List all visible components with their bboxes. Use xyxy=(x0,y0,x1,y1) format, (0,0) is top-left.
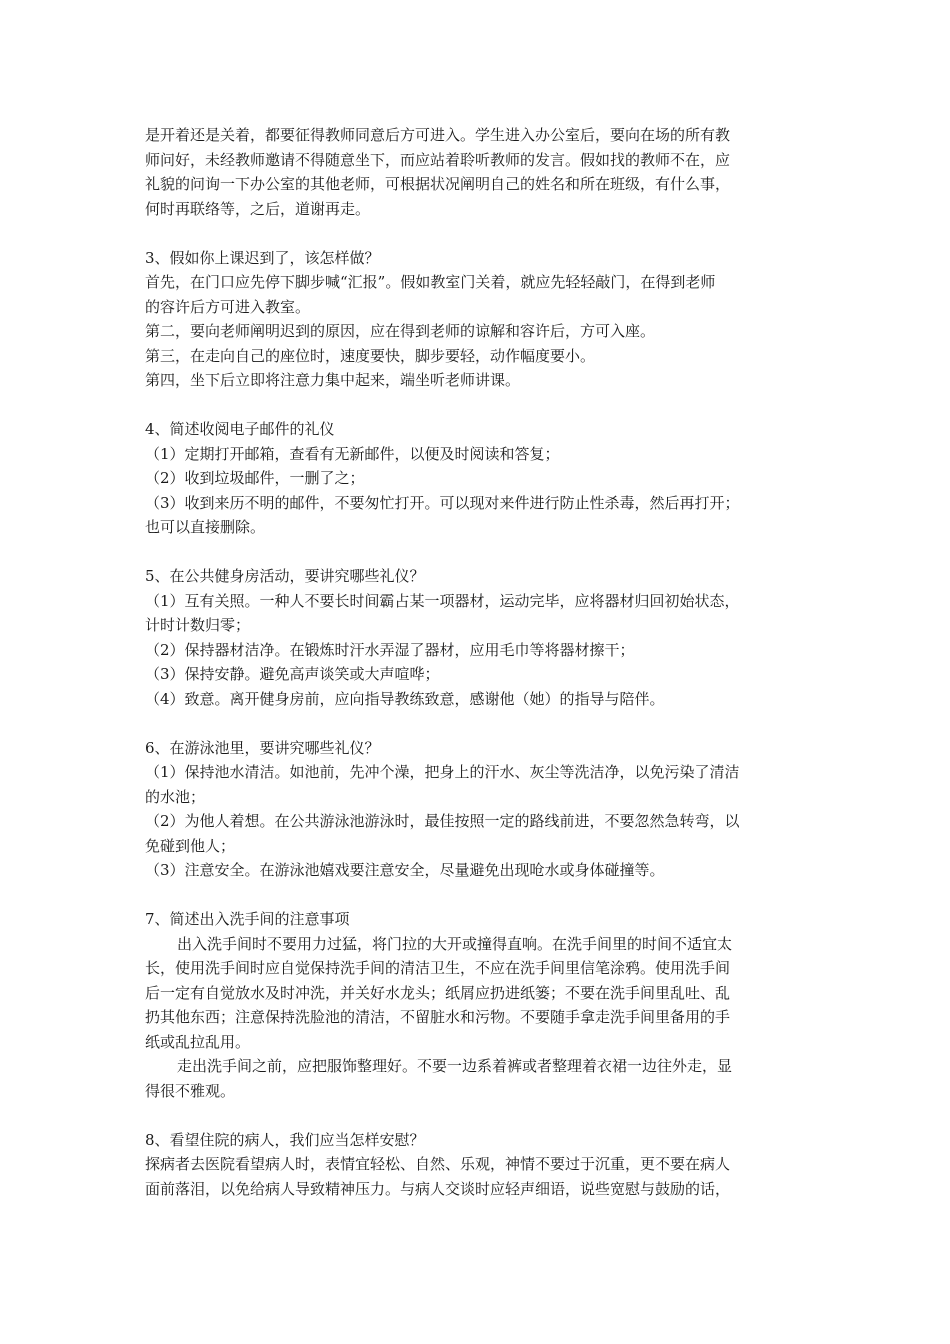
text-line: 的容许后方可进入教室。 xyxy=(145,297,311,316)
text-line: 礼貌的问询一下办公室的其他老师，可根据状况阐明自己的姓名和所在班级，有什么事， xyxy=(145,175,731,193)
section-3 xyxy=(145,246,810,393)
text-line: （1）保持池水清洁。如池前，先冲个澡，把身上的汗水、灰尘等洗洁净，以免污染了清洁 xyxy=(145,763,740,781)
text-line: 的水池； xyxy=(145,787,206,806)
text-line: （2）保持器材洁净。在锻炼时汗水弄湿了器材，应用毛巾等将器材擦干； xyxy=(145,640,635,659)
text-line: （3）保持安静。避免高声谈笑或大声喧哗； xyxy=(145,665,440,683)
paragraph-gap xyxy=(145,221,810,246)
section-heading: 3、假如你上课迟到了，该怎样做？ xyxy=(145,248,380,267)
text-line: （2）为他人着想。在公共游泳池游泳时，最佳按照一定的路线前进，不要忽然急转弯，以 xyxy=(145,812,740,830)
paragraph-gap xyxy=(145,540,810,565)
paragraph-gap xyxy=(145,393,810,418)
text-line: 得很不雅观。 xyxy=(145,1081,236,1100)
paragraph-gap xyxy=(145,711,810,736)
text-line: 纸或乱拉乱用。 xyxy=(145,1032,251,1051)
text-line: 也可以直接删除。 xyxy=(145,518,266,536)
text-line: 出入洗手间时不要用力过猛，将门拉的大开或撞得直响。在洗手间里的时间不适宜太 xyxy=(177,934,733,953)
text-line: （1）互有关照。一种人不要长时间霸占某一项器材，运动完毕，应将器材归回初始状态， xyxy=(145,591,740,610)
section-7 xyxy=(145,907,810,1103)
paragraph-gap xyxy=(145,883,810,908)
section-heading: 6、在游泳池里，要讲究哪些礼仪？ xyxy=(145,738,380,757)
text-line: （3）收到来历不明的邮件，不要匆忙打开。可以现对来件进行防止性杀毒，然后再打开； xyxy=(145,493,740,512)
section-8 xyxy=(145,1128,810,1202)
section-heading: 7、简述出入洗手间的注意事项 xyxy=(145,910,350,928)
text-line: 长，使用洗手间时应自觉保持洗手间的清洁卫生，不应在洗手间里信笔涂鸦。使用洗手间 xyxy=(145,959,731,977)
section-4 xyxy=(145,417,810,540)
section-heading: 4、简述收阅电子邮件的礼仪 xyxy=(145,420,335,438)
section-5 xyxy=(145,564,810,711)
section-heading: 8、看望住院的病人，我们应当怎样安慰？ xyxy=(145,1130,425,1149)
text-line: （1）定期打开邮箱，查看有无新邮件，以便及时阅读和答复； xyxy=(145,444,560,463)
text-line: （3）注意安全。在游泳池嬉戏要注意安全，尽量避免出现呛水或身体碰撞等。 xyxy=(145,861,665,879)
text-line: 探病者去医院看望病人时，表情宜轻松、自然、乐观，神情不要过于沉重，更不要在病人 xyxy=(145,1155,731,1173)
paragraph-gap xyxy=(145,1103,810,1128)
text-line: 首先，在门口应先停下脚步喊“汇报”。假如教室门关着，就应先轻轻敲门，在得到老师 xyxy=(145,273,716,291)
text-line: 扔其他东西；注意保持洗脸池的清洁，不留脏水和污物。不要随手拿走洗手间里备用的手 xyxy=(145,1008,731,1026)
text-line: 后一定有自觉放水及时冲洗，并关好水龙头；纸屑应扔进纸篓；不要在洗手间里乱吐、乱 xyxy=(145,983,731,1002)
section-heading: 5、在公共健身房活动，要讲究哪些礼仪？ xyxy=(145,567,425,585)
intro-paragraph xyxy=(145,123,810,221)
text-line: 第四，坐下后立即将注意力集中起来，端坐听老师讲课。 xyxy=(145,371,521,389)
text-line: 计时计数归零； xyxy=(145,616,251,634)
text-line: 第二，要向老师阐明迟到的原因，应在得到老师的谅解和容许后，方可入座。 xyxy=(145,322,656,340)
text-line: 面前落泪，以免给病人导致精神压力。与病人交谈时应轻声细语，说些宽慰与鼓励的话， xyxy=(145,1179,731,1198)
text-line: 师问好，未经教师邀请不得随意坐下，而应站着聆听教师的发言。假如找的教师不在，应 xyxy=(145,150,731,169)
text-line: 走出洗手间之前，应把服饰整理好。不要一边系着裤或者整理着衣裙一边往外走，显 xyxy=(177,1057,733,1075)
text-line: 何时再联络等，之后，道谢再走。 xyxy=(145,199,371,218)
text-line: 免碰到他人； xyxy=(145,836,236,855)
document-page xyxy=(145,123,810,1201)
text-line: 第三，在走向自己的座位时，速度要快，脚步要轻，动作幅度要小。 xyxy=(145,346,596,365)
text-line: （4）致意。离开健身房前，应向指导教练致意，感谢他（她）的指导与陪伴。 xyxy=(145,689,665,708)
section-6 xyxy=(145,736,810,883)
text-line: 是开着还是关着，都要征得教师同意后方可进入。学生进入办公室后，要向在场的所有教 xyxy=(145,126,731,144)
text-line: （2）收到垃圾邮件，一删了之； xyxy=(145,469,365,487)
